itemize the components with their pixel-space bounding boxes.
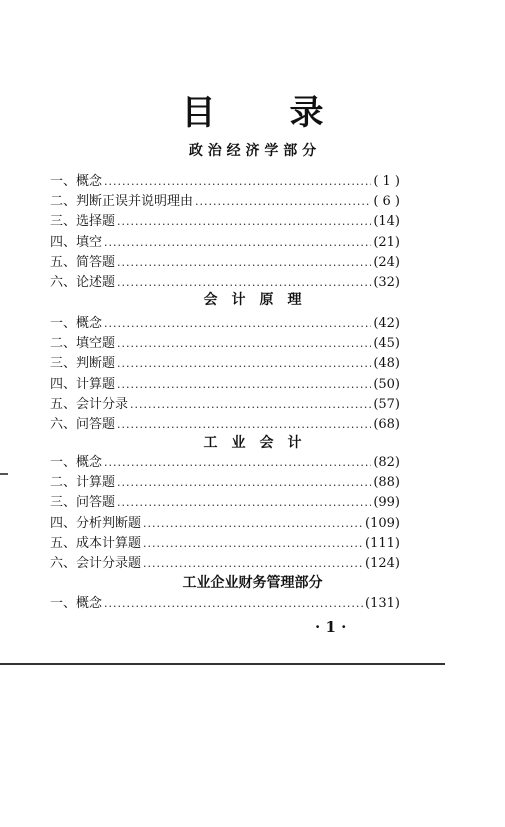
margin-mark [0, 473, 8, 475]
dot-leader [117, 337, 371, 350]
entry-label: 论述题 [76, 275, 116, 290]
entry-page: ( 6 ) [373, 194, 400, 210]
entry-number: 一、 [50, 455, 77, 470]
entry-page: (45) [373, 336, 400, 352]
toc-entry [50, 210, 400, 230]
entry-number: 六、 [50, 556, 77, 571]
section-heading: 工业企业财务管理部分 [182, 575, 323, 591]
dot-leader [117, 256, 371, 269]
entry-number: 一、 [50, 316, 77, 331]
section-heading: 会 计 原 理 [203, 292, 302, 308]
toc-entry [50, 413, 400, 433]
dot-leader [130, 398, 371, 411]
entry-label: 概念 [76, 455, 103, 470]
toc-title-char-2: 录 [289, 93, 324, 133]
dot-leader [117, 357, 371, 370]
dot-leader [104, 236, 371, 249]
entry-page: (14) [373, 214, 400, 230]
dot-leader [117, 378, 371, 391]
dot-leader [195, 195, 371, 208]
toc-entry [50, 451, 400, 471]
entry-number: 六、 [50, 417, 77, 432]
entry-page: (88) [373, 475, 400, 491]
entry-page: ( 1 ) [373, 174, 400, 189]
dot-leader [117, 276, 371, 289]
entry-number: 五、 [50, 254, 77, 270]
entry-label: 问答题 [76, 495, 116, 511]
entry-page: (82) [373, 455, 400, 470]
toc-entry [50, 393, 400, 413]
entry-page: (109) [365, 515, 400, 531]
entry-page: (50) [373, 376, 400, 392]
entry-label: 计算题 [76, 376, 116, 392]
dot-leader [143, 517, 363, 530]
entry-number: 三、 [50, 495, 77, 511]
toc-title-char-1: 目 [181, 93, 216, 133]
entry-label: 会计分录 [76, 396, 129, 412]
toc-entry [50, 332, 400, 352]
entry-label: 选择题 [76, 214, 116, 230]
bottom-rule [0, 663, 445, 665]
entry-label: 问答题 [76, 417, 116, 432]
entry-page: (124) [365, 556, 400, 571]
entry-label: 概念 [76, 316, 103, 331]
toc-entry [50, 471, 400, 491]
toc-title [0, 85, 505, 134]
entry-number: 五、 [50, 535, 77, 551]
dot-leader [104, 317, 371, 330]
entry-number: 一、 [50, 596, 77, 611]
entry-number: 五、 [50, 396, 77, 412]
toc-entry [50, 592, 400, 612]
entry-page: (48) [373, 356, 400, 372]
entry-number: 四、 [50, 376, 77, 392]
dot-leader [104, 175, 371, 188]
entry-number: 四、 [50, 515, 77, 531]
toc-entry [50, 552, 400, 572]
entry-number: 三、 [50, 356, 77, 372]
entry-page: (32) [373, 275, 400, 290]
entry-number: 二、 [50, 475, 77, 491]
toc-entry [50, 170, 400, 190]
entry-number: 六、 [50, 275, 77, 290]
dot-leader [117, 496, 371, 509]
toc-entry [50, 532, 400, 552]
entry-label: 判断题 [76, 356, 116, 372]
entry-label: 填空题 [76, 336, 116, 352]
section-heading: 工 业 会 计 [203, 435, 302, 451]
entry-page: (111) [365, 535, 400, 551]
toc-entry [50, 231, 400, 251]
entry-label: 成本计算题 [76, 535, 142, 551]
dot-leader [117, 215, 371, 228]
entry-label: 计算题 [76, 475, 116, 491]
entry-number: 一、 [50, 174, 77, 189]
toc-entry [50, 491, 400, 511]
toc-entry [50, 373, 400, 393]
entry-label: 分析判断题 [76, 515, 142, 531]
entry-label: 填空 [76, 234, 103, 250]
dot-leader [104, 456, 371, 469]
entry-number: 二、 [50, 194, 77, 210]
entry-page: (42) [373, 316, 400, 331]
entry-label: 简答题 [76, 254, 116, 270]
entry-page: (21) [373, 234, 400, 250]
toc-entry [50, 271, 400, 291]
toc-entry [50, 512, 400, 532]
entry-page: (131) [365, 596, 400, 611]
entry-number: 四、 [50, 234, 77, 250]
entry-page: (24) [373, 254, 400, 270]
toc-entry [50, 190, 400, 210]
entry-page: (99) [373, 495, 400, 511]
toc-entry [50, 312, 400, 332]
entry-page: (57) [373, 396, 400, 412]
entry-label: 概念 [76, 174, 103, 189]
dot-leader [117, 476, 371, 489]
entry-label: 概念 [76, 596, 103, 611]
entry-number: 二、 [50, 336, 77, 352]
section-heading: 政 治 经 济 学 部 分 [188, 143, 317, 159]
toc-entry [50, 352, 400, 372]
toc-entry [50, 251, 400, 271]
page-number: · 1 · [315, 618, 347, 636]
dot-leader [104, 597, 363, 610]
entry-page: (68) [373, 417, 400, 432]
entry-number: 三、 [50, 214, 77, 230]
entry-label: 判断正误并说明理由 [76, 194, 194, 210]
dot-leader [117, 418, 371, 431]
entry-label: 会计分录题 [76, 556, 142, 571]
dot-leader [143, 537, 363, 550]
dot-leader [143, 557, 363, 570]
